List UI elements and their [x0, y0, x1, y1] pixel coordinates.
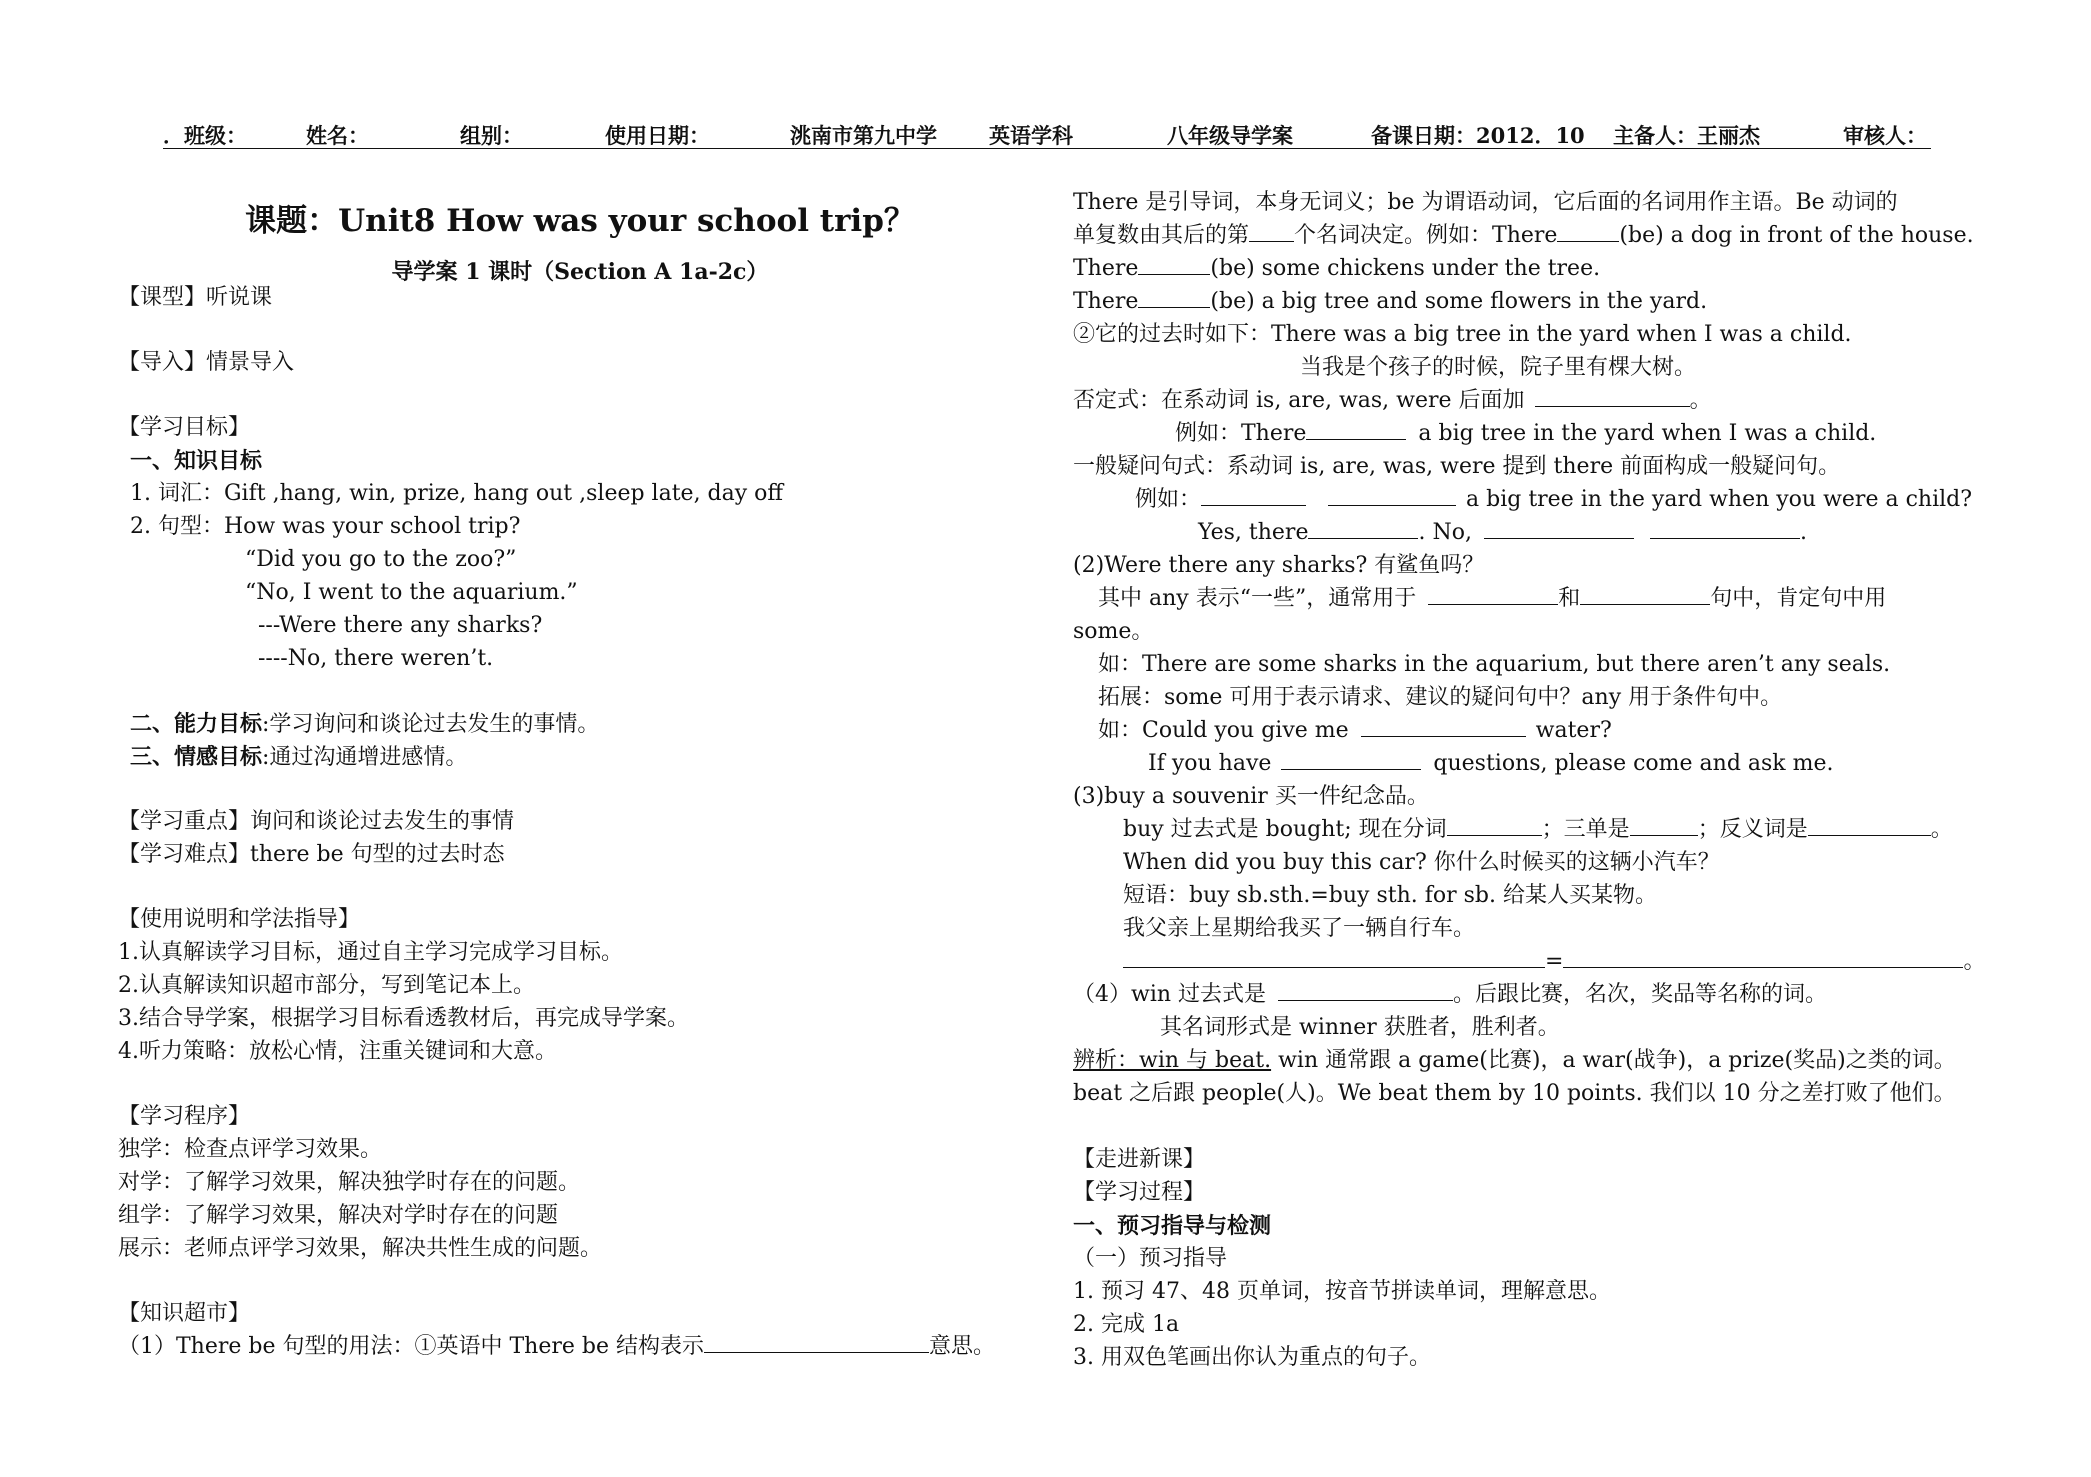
right-line-18 — [1148, 751, 1834, 777]
fill-blank[interactable] — [1201, 487, 1306, 506]
text: 个名词决定。例如：There — [1294, 223, 1558, 248]
right-line-11 — [1198, 520, 1807, 546]
fill-blank[interactable] — [1138, 256, 1210, 275]
fill-blank[interactable] — [1630, 817, 1698, 836]
right-line-5: ②它的过去时如下：There was a big tree in the yard when I was a child. — [1073, 322, 1852, 347]
process-heading: 【学习过程】 — [1073, 1180, 1206, 1205]
fill-blank[interactable] — [704, 1334, 929, 1353]
fill-blank[interactable] — [1308, 520, 1418, 539]
page-title: 课题：Unit8 How was your school trip？ — [245, 203, 915, 239]
text: There — [1073, 289, 1139, 314]
text: water? — [1535, 718, 1612, 743]
lesson-type: 【课型】听说课 — [118, 285, 273, 310]
right-line-4 — [1073, 289, 1707, 315]
right-line-19: (3)buy a souvenir 买一件纪念品。 — [1073, 784, 1429, 809]
usage-guide-1: 1.认真解读学习目标，通过自主学习完成学习目标。 — [118, 940, 623, 965]
header-reviewer: 审核人： — [1843, 123, 1927, 148]
procedure-heading: 【学习程序】 — [118, 1104, 251, 1129]
key-point: 【学习重点】询问和谈论过去发生的事情 — [118, 809, 515, 834]
page-header — [163, 120, 1931, 149]
header-use-date: 使用日期： — [605, 123, 710, 148]
difficulty: 【学习难点】there be 句型的过去时态 — [118, 842, 505, 867]
fill-blank[interactable] — [1138, 289, 1210, 308]
text: 如：Could you give me — [1098, 718, 1349, 743]
pattern-example-1: “Did you go to the zoo?” — [245, 547, 517, 572]
right-line-1: There 是引导词，本身无词义；be 为谓语动词，它后面的名词用作主语。Be 动词的 — [1073, 190, 1898, 215]
text: 例如：There — [1175, 421, 1307, 446]
text: a big tree in the yard when I was a child. — [1418, 421, 1877, 446]
knowledge-objectives: 一、知识目标 — [130, 448, 263, 474]
text: 。 — [1689, 388, 1712, 413]
fill-blank[interactable] — [1650, 520, 1800, 539]
right-line-16: 拓展：some 可用于表示请求、建议的疑问句中？any 用于条件句中。 — [1098, 685, 1783, 710]
right-line-12: (2)Were there any sharks? 有鲨鱼吗？ — [1073, 553, 1485, 578]
text: (be) a big tree and some flowers in the yard. — [1210, 289, 1708, 314]
header-name: 姓名： — [306, 123, 369, 148]
preview-step-3: 3. 用双色笔画出你认为重点的句子。 — [1073, 1345, 1431, 1370]
right-line-17 — [1098, 718, 1612, 744]
section-objectives: 【学习目标】 — [118, 415, 251, 440]
fill-blank[interactable] — [1281, 751, 1421, 770]
header-grade: 八年级导学案 — [1167, 123, 1293, 148]
text: There — [1073, 256, 1139, 281]
right-line-9: 一般疑问句式：系动词 is, are, was, were 提到 there 前面构成一般疑问句。 — [1073, 454, 1841, 479]
text: （4）win 过去式是 — [1073, 982, 1267, 1007]
right-line-3 — [1073, 256, 1600, 282]
lesson-intro: 【导入】情景导入 — [118, 350, 295, 375]
header-preparer: 主备人：王丽杰 — [1613, 123, 1760, 148]
right-line-7 — [1073, 388, 1712, 414]
text: 。 — [1963, 949, 1986, 974]
right-line-23: 我父亲上星期给我买了一辆自行车。 — [1123, 916, 1476, 941]
vocabulary-line: 1. 词汇：Gift ,hang, win, prize, hang out ,sleep late, day off — [130, 481, 784, 506]
text: buy 过去式是 bought; 现在分词 — [1123, 817, 1447, 842]
text: 辨析：win 与 beat. — [1073, 1048, 1272, 1073]
text: ；三单是 — [1541, 817, 1630, 842]
fill-blank[interactable] — [1249, 223, 1294, 242]
procedure-2: 对学：了解学习效果，解决独学时存在的问题。 — [118, 1170, 581, 1195]
page-subtitle: 导学案 1 课时（Section A 1a-2c） — [391, 259, 769, 285]
fill-blank[interactable] — [1328, 487, 1456, 506]
fill-blank[interactable] — [1808, 817, 1931, 836]
right-line-28: beat 之后跟 people(人)。We beat them by 10 points. 我们以 10 分之差打败了他们。 — [1073, 1081, 1956, 1106]
text: . No, — [1418, 520, 1472, 545]
emotion-objective-text: :通过沟通增进感情。 — [262, 745, 468, 770]
right-line-22: 短语：buy sb.sth.=buy sth. for sb. 给某人买某物。 — [1123, 883, 1657, 908]
usage-guide-2: 2.认真解读知识超市部分，写到笔记本上。 — [118, 973, 535, 998]
right-line-6: 当我是个孩子的时候，院子里有棵大树。 — [1300, 355, 1697, 380]
new-lesson-heading: 【走进新课】 — [1073, 1147, 1206, 1172]
text: 。 — [1930, 817, 1953, 842]
fill-blank[interactable] — [1484, 520, 1634, 539]
procedure-3: 组学：了解学习效果，解决对学时存在的问题 — [118, 1203, 559, 1228]
usage-guide-heading: 【使用说明和学法指导】 — [118, 907, 361, 932]
text: Yes, there — [1198, 520, 1309, 545]
usage-guide-4: 4.听力策略：放松心情，注重关键词和大意。 — [118, 1039, 557, 1064]
right-line-2 — [1073, 223, 1974, 249]
header-group: 组别： — [460, 123, 523, 148]
fill-blank[interactable] — [1306, 421, 1406, 440]
emotion-objective-label: 三、情感目标 — [130, 744, 263, 770]
text: questions, please come and ask me. — [1433, 751, 1834, 776]
fill-blank[interactable] — [1557, 223, 1619, 242]
fill-blank[interactable] — [1563, 949, 1963, 968]
right-line-27 — [1073, 1048, 1956, 1074]
usage-guide-3: 3.结合导学案，根据学习目标看透教材后，再完成导学案。 — [118, 1006, 689, 1031]
there-be-usage-end: 意思。 — [928, 1334, 995, 1359]
fill-blank[interactable] — [1428, 586, 1558, 605]
there-be-usage-text: （1）There be 句型的用法：①英语中 There be 结构表示 — [118, 1334, 704, 1359]
right-line-15: 如：There are some sharks in the aquarium, but there aren’t any seals. — [1098, 652, 1891, 677]
ability-objective-text: :学习询问和谈论过去发生的事情。 — [262, 712, 600, 737]
preview-step-2: 2. 完成 1a — [1073, 1312, 1180, 1337]
right-line-13 — [1098, 586, 1886, 612]
pattern-example-3: ---Were there any sharks? — [258, 613, 543, 638]
text: 单复数由其后的第 — [1073, 223, 1250, 248]
right-line-24 — [1123, 949, 1985, 975]
fill-blank[interactable] — [1123, 949, 1545, 968]
right-line-8 — [1175, 421, 1876, 447]
text: (be) a dog in front of the house. — [1619, 223, 1974, 248]
right-line-14: some。 — [1073, 619, 1154, 644]
text: 和 — [1558, 586, 1581, 611]
text: If you have — [1148, 751, 1272, 776]
text: 其中 any 表示“一些”，通常用于 — [1098, 586, 1417, 611]
emotion-objective — [130, 744, 467, 771]
fill-blank[interactable] — [1447, 817, 1542, 836]
text: ；反义词是 — [1697, 817, 1808, 842]
right-line-20 — [1123, 817, 1953, 843]
procedure-4: 展示：老师点评学习效果，解决共性生成的问题。 — [118, 1236, 603, 1261]
text: (be) some chickens under the tree. — [1210, 256, 1601, 281]
pattern-example-2: “No, I went to the aquarium.” — [245, 580, 578, 605]
right-line-25 — [1073, 982, 1827, 1008]
right-line-26: 其名词形式是 winner 获胜者，胜利者。 — [1160, 1015, 1560, 1040]
preview-step-1: 1. 预习 47、48 页单词，按音节拼读单词，理解意思。 — [1073, 1279, 1611, 1304]
there-be-usage — [118, 1334, 995, 1360]
text: 。后跟比赛，名次，奖品等名称的词。 — [1453, 982, 1828, 1007]
text: = — [1545, 949, 1564, 974]
right-line-21: When did you buy this car? 你什么时候买的这辆小汽车？ — [1123, 850, 1720, 875]
fill-blank[interactable] — [1580, 586, 1710, 605]
knowledge-market-heading: 【知识超市】 — [118, 1301, 251, 1326]
preview-guide: （一）预习指导 — [1073, 1246, 1228, 1271]
header-prep-date: 备课日期：2012．10 — [1371, 123, 1585, 148]
fill-blank[interactable] — [1535, 388, 1690, 407]
procedure-1: 独学：检查点评学习效果。 — [118, 1137, 383, 1162]
text: 例如： — [1135, 487, 1202, 512]
header-subject: 英语学科 — [989, 123, 1073, 148]
text: a big tree in the yard when you were a child? — [1466, 487, 1973, 512]
fill-blank[interactable] — [1278, 982, 1453, 1001]
text: . — [1799, 520, 1807, 545]
text: 句中，肯定句中用 — [1710, 586, 1887, 611]
ability-objective — [130, 711, 599, 738]
right-line-10 — [1135, 487, 1972, 513]
fill-blank[interactable] — [1361, 718, 1526, 737]
text: win 通常跟 a game(比赛)，a war(战争)，a prize(奖品)之类的词。 — [1271, 1048, 1956, 1073]
ability-objective-label: 二、能力目标 — [130, 711, 263, 737]
pattern-example-4: ----No, there weren’t. — [258, 646, 494, 671]
pattern-line: 2. 句型：How was your school trip? — [130, 514, 521, 539]
header-school: 洮南市第九中学 — [790, 123, 937, 148]
header-class: ．班级： — [163, 123, 247, 148]
text: 否定式：在系动词 is, are, was, were 后面加 — [1073, 388, 1525, 413]
preview-heading: 一、预习指导与检测 — [1073, 1213, 1272, 1239]
